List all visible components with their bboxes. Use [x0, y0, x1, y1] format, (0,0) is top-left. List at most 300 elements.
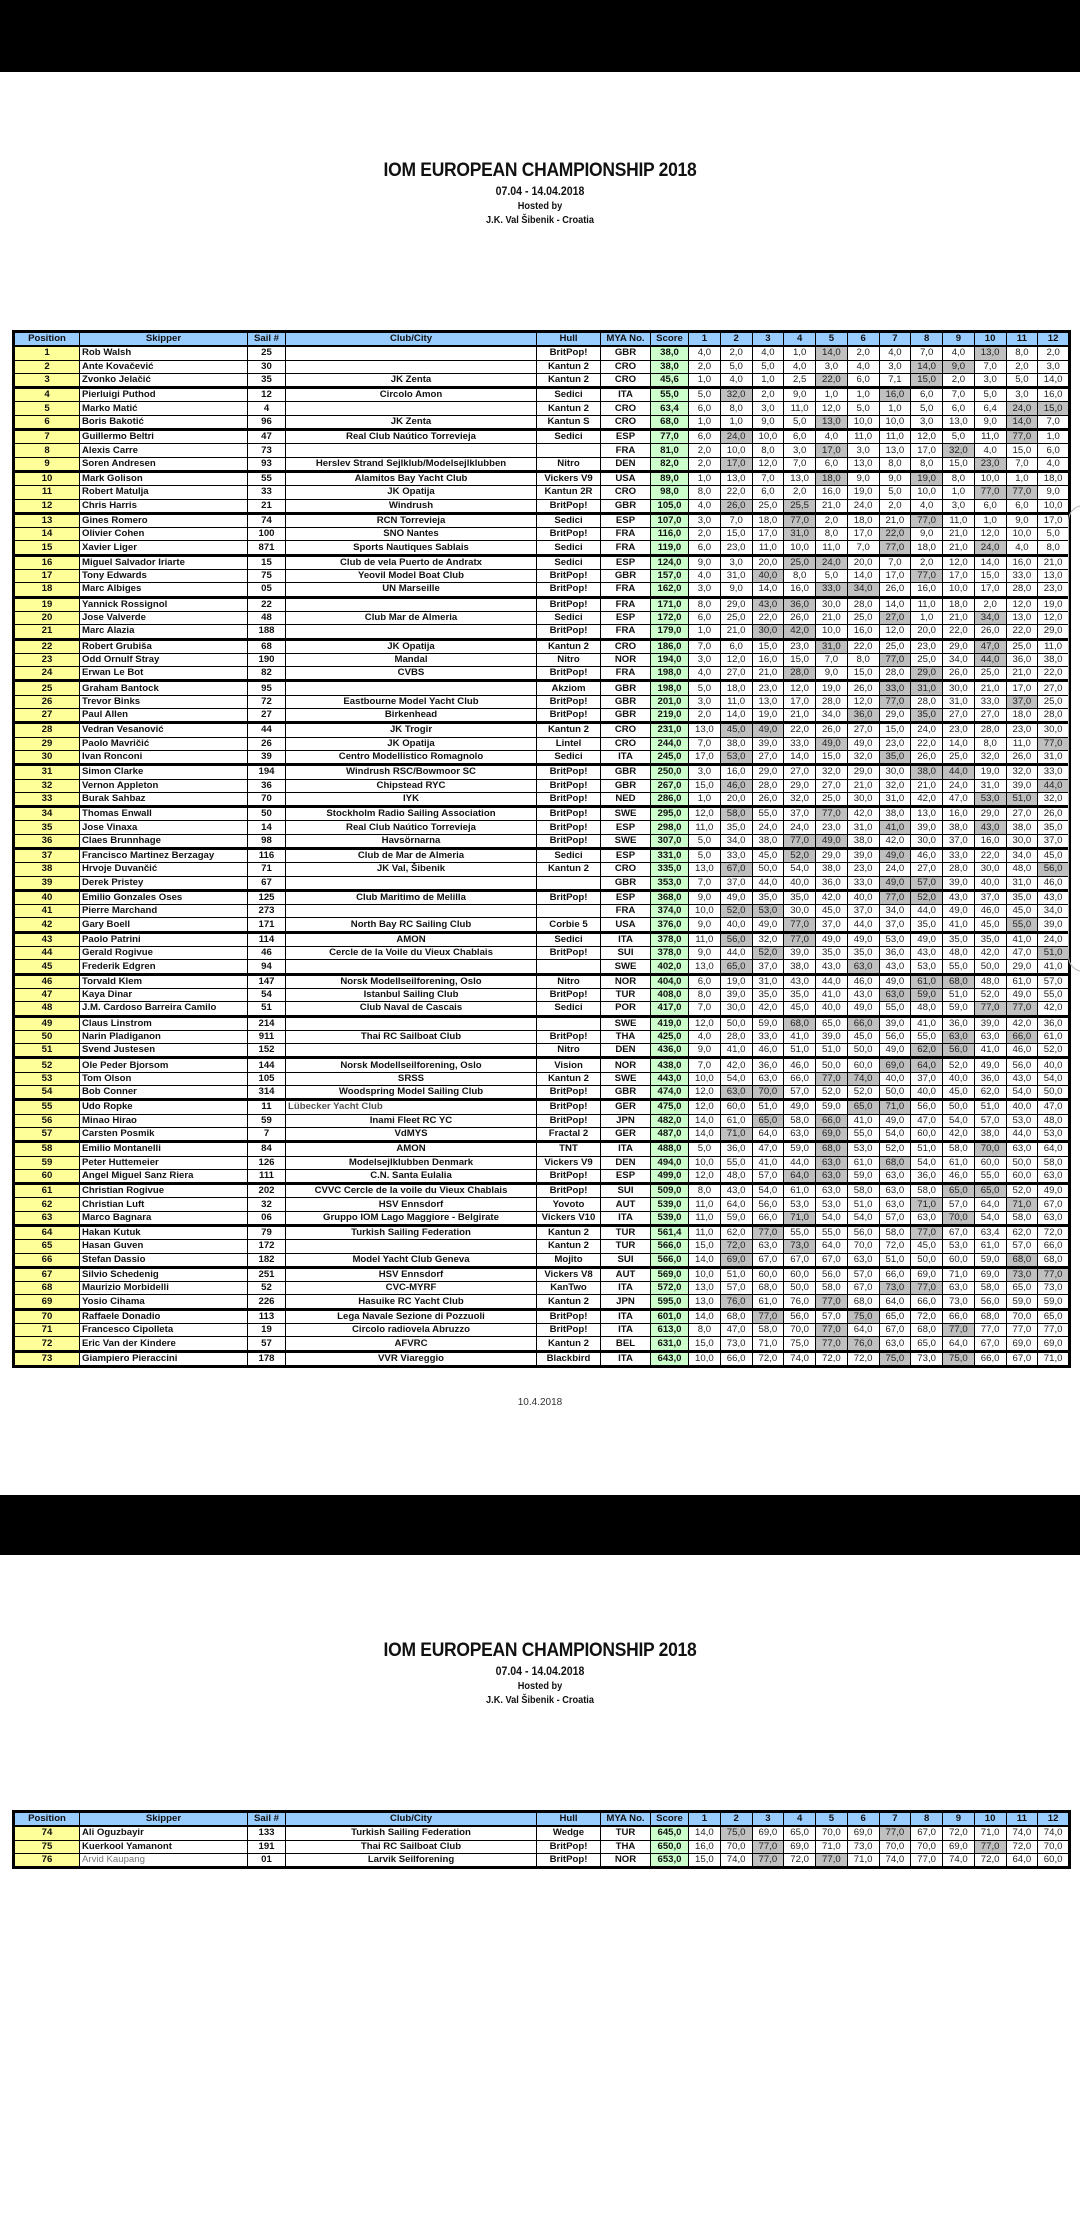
- race-cell: 32,0: [752, 932, 784, 946]
- sail-number-cell: 93: [248, 457, 286, 471]
- score-cell: 488,0: [651, 1142, 689, 1156]
- race-cell: 16,0: [816, 486, 848, 499]
- race-cell: 15,0: [689, 779, 721, 792]
- sail-number-cell: 105: [248, 1072, 286, 1085]
- discarded-race-cell: 68,0: [816, 1142, 848, 1156]
- hull-cell: Kantun 2: [537, 639, 601, 653]
- race-cell: 3,0: [879, 360, 911, 373]
- race-cell: 2,0: [816, 513, 848, 527]
- race-cell: 23,0: [720, 541, 752, 555]
- race-cell: 35,0: [1038, 821, 1070, 834]
- race-cell: 36,0: [943, 1016, 975, 1030]
- race-cell: 65,0: [879, 1309, 911, 1323]
- race-cell: 30,0: [879, 765, 911, 779]
- race-cell: 41,0: [752, 1156, 784, 1169]
- country-cell: SUI: [601, 1253, 651, 1267]
- country-cell: TUR: [601, 1240, 651, 1253]
- discarded-race-cell: 38,0: [911, 765, 943, 779]
- sail-number-cell: 55: [248, 471, 286, 485]
- country-cell: POR: [601, 1002, 651, 1016]
- score-cell: 119,0: [651, 541, 689, 555]
- race-cell: 17,0: [847, 528, 879, 541]
- club-cell: North Bay RC Sailing Club: [286, 918, 537, 932]
- club-cell: Hasuike RC Yacht Club: [286, 1295, 537, 1309]
- race-cell: 65,0: [816, 1016, 848, 1030]
- table-row: [14, 513, 1070, 527]
- club-cell: Windrush: [286, 499, 537, 513]
- country-cell: NOR: [601, 974, 651, 988]
- discarded-race-cell: 51,0: [1038, 947, 1070, 960]
- race-cell: 50,0: [974, 960, 1006, 974]
- skipper-cell: Zvonko Jelačić: [80, 373, 248, 387]
- score-cell: 335,0: [651, 863, 689, 876]
- discarded-race-cell: 77,0: [752, 1853, 784, 1867]
- table-row: [14, 1114, 1070, 1127]
- skipper-cell: Claus Linstrom: [80, 1016, 248, 1030]
- race-cell: 4,0: [689, 570, 721, 583]
- race-cell: 5,0: [752, 360, 784, 373]
- position-cell: 40: [14, 890, 80, 904]
- skipper-cell: Jose Vinaxa: [80, 821, 248, 834]
- sail-number-cell: 75: [248, 570, 286, 583]
- race-cell: 9,0: [1038, 486, 1070, 499]
- race-cell: 38,0: [847, 834, 879, 848]
- discarded-race-cell: 69,0: [879, 1058, 911, 1072]
- race-cell: 19,0: [720, 974, 752, 988]
- country-cell: CRO: [601, 360, 651, 373]
- sail-number-cell: 126: [248, 1156, 286, 1169]
- race-cell: 11,0: [911, 597, 943, 611]
- score-cell: 474,0: [651, 1086, 689, 1100]
- discarded-race-cell: 63,0: [720, 1086, 752, 1100]
- table-row: [14, 1337, 1070, 1351]
- race-cell: 47,0: [752, 1142, 784, 1156]
- skipper-cell: Guillermo Beltri: [80, 430, 248, 444]
- table-row: [14, 709, 1070, 723]
- race-cell: 6,0: [689, 611, 721, 624]
- country-cell: AUT: [601, 1267, 651, 1281]
- race-cell: 64,0: [879, 1295, 911, 1309]
- sail-number-cell: 50: [248, 807, 286, 821]
- race-cell: 22,0: [720, 486, 752, 499]
- discarded-race-cell: 76,0: [847, 1337, 879, 1351]
- table-row: [14, 723, 1070, 737]
- race-cell: 39,0: [784, 947, 816, 960]
- race-cell: 24,0: [879, 863, 911, 876]
- position-cell: 20: [14, 611, 80, 624]
- score-cell: 566,0: [651, 1240, 689, 1253]
- race-cell: 58,0: [974, 1282, 1006, 1295]
- club-cell: Model Yacht Club Geneva: [286, 1253, 537, 1267]
- race-cell: 48,0: [974, 974, 1006, 988]
- race-cell: 36,0: [1038, 1016, 1070, 1030]
- race-cell: 9,0: [911, 528, 943, 541]
- race-cell: 5,0: [816, 570, 848, 583]
- race-cell: 11,0: [689, 821, 721, 834]
- race-cell: 35,0: [720, 821, 752, 834]
- race-cell: 49,0: [752, 918, 784, 932]
- race-cell: 54,0: [879, 1127, 911, 1141]
- race-cell: 15,0: [816, 750, 848, 764]
- race-cell: 17,0: [974, 583, 1006, 597]
- race-cell: 62,0: [720, 1226, 752, 1240]
- race-cell: 58,0: [1038, 1156, 1070, 1169]
- country-cell: ESP: [601, 821, 651, 834]
- sail-number-cell: 314: [248, 1086, 286, 1100]
- table-row: [14, 570, 1070, 583]
- discarded-race-cell: 77,0: [879, 890, 911, 904]
- race-cell: 60,0: [1038, 1853, 1070, 1867]
- race-cell: 54,0: [720, 1072, 752, 1085]
- race-cell: 37,0: [752, 960, 784, 974]
- column-header: 11: [1006, 332, 1038, 347]
- race-cell: 2,0: [943, 373, 975, 387]
- race-cell: 11,0: [974, 430, 1006, 444]
- score-cell: 198,0: [651, 681, 689, 695]
- table-row: [14, 402, 1070, 415]
- country-cell: ESP: [601, 430, 651, 444]
- country-cell: NOR: [601, 1853, 651, 1867]
- race-cell: 56,0: [911, 1100, 943, 1114]
- hull-cell: Sedici: [537, 750, 601, 764]
- column-header: 6: [847, 332, 879, 347]
- country-cell: NOR: [601, 653, 651, 666]
- results-table-2: [12, 1810, 1071, 1869]
- race-cell: 55,0: [943, 960, 975, 974]
- hull-cell: BritPop!: [537, 570, 601, 583]
- race-cell: 16,0: [689, 1840, 721, 1853]
- hull-cell: Vickers V9: [537, 1156, 601, 1169]
- hull-cell: BritPop!: [537, 1030, 601, 1043]
- skipper-cell: Francisco Martinez Berzagay: [80, 848, 248, 862]
- sail-number-cell: 54: [248, 988, 286, 1001]
- column-header: Position: [14, 1812, 80, 1827]
- race-cell: 12,0: [974, 528, 1006, 541]
- country-cell: ITA: [601, 388, 651, 402]
- race-cell: 22,0: [847, 639, 879, 653]
- discarded-race-cell: 32,0: [720, 388, 752, 402]
- race-cell: 49,0: [847, 737, 879, 750]
- table-row: [14, 457, 1070, 471]
- race-cell: 20,0: [847, 555, 879, 569]
- race-cell: 49,0: [879, 1044, 911, 1058]
- score-cell: 601,0: [651, 1309, 689, 1323]
- race-cell: 49,0: [1038, 1184, 1070, 1198]
- score-cell: 643,0: [651, 1351, 689, 1366]
- discarded-race-cell: 77,0: [911, 570, 943, 583]
- race-cell: 64,0: [943, 1337, 975, 1351]
- discarded-race-cell: 75,0: [720, 1826, 752, 1840]
- club-cell: JK Zenta: [286, 415, 537, 429]
- table-row: [14, 346, 1070, 360]
- race-cell: 21,0: [943, 541, 975, 555]
- sail-number-cell: 19: [248, 1324, 286, 1337]
- column-header: 9: [943, 332, 975, 347]
- race-cell: 29,0: [752, 765, 784, 779]
- table-header-row: [14, 332, 1070, 347]
- race-cell: 11,0: [816, 541, 848, 555]
- table-row: [14, 1309, 1070, 1323]
- race-cell: 10,0: [943, 583, 975, 597]
- race-cell: 57,0: [974, 1114, 1006, 1127]
- position-cell: 47: [14, 988, 80, 1001]
- score-cell: 201,0: [651, 695, 689, 708]
- race-cell: 69,0: [1038, 1337, 1070, 1351]
- table-row: [14, 1072, 1070, 1085]
- race-cell: 3,0: [911, 415, 943, 429]
- race-cell: 50,0: [752, 863, 784, 876]
- column-header: 1: [689, 332, 721, 347]
- race-cell: 11,0: [689, 1226, 721, 1240]
- race-cell: 27,0: [911, 863, 943, 876]
- race-cell: 7,0: [974, 360, 1006, 373]
- discarded-race-cell: 73,0: [1006, 1267, 1038, 1281]
- race-cell: 63,0: [816, 1184, 848, 1198]
- race-cell: 58,0: [1006, 1211, 1038, 1225]
- discarded-race-cell: 77,0: [784, 513, 816, 527]
- country-cell: THA: [601, 1840, 651, 1853]
- country-cell: ITA: [601, 1282, 651, 1295]
- discarded-race-cell: 53,0: [720, 750, 752, 764]
- score-cell: 179,0: [651, 625, 689, 639]
- column-header: Club/City: [286, 1812, 537, 1827]
- column-header: Skipper: [80, 332, 248, 347]
- discarded-race-cell: 77,0: [816, 1324, 848, 1337]
- race-cell: 13,0: [689, 1295, 721, 1309]
- race-cell: 6,0: [784, 430, 816, 444]
- hull-cell: Akziom: [537, 681, 601, 695]
- discarded-race-cell: 34,0: [847, 583, 879, 597]
- race-cell: 7,0: [689, 1058, 721, 1072]
- race-cell: 38,0: [879, 807, 911, 821]
- discarded-race-cell: 43,0: [752, 597, 784, 611]
- column-header: Sail #: [248, 332, 286, 347]
- race-cell: 19,0: [847, 486, 879, 499]
- race-cell: 49,0: [879, 974, 911, 988]
- score-cell: 68,0: [651, 415, 689, 429]
- race-cell: 12,0: [689, 1169, 721, 1183]
- race-cell: 21,0: [943, 611, 975, 624]
- race-cell: 31,0: [943, 695, 975, 708]
- table-row: [14, 876, 1070, 890]
- race-cell: 5,0: [689, 848, 721, 862]
- race-cell: 10,0: [847, 415, 879, 429]
- sail-number-cell: 59: [248, 1114, 286, 1127]
- race-cell: 72,0: [816, 1351, 848, 1366]
- sail-number-cell: 67: [248, 876, 286, 890]
- race-cell: 17,0: [784, 695, 816, 708]
- race-cell: 22,0: [784, 723, 816, 737]
- country-cell: FRA: [601, 583, 651, 597]
- score-cell: 368,0: [651, 890, 689, 904]
- race-cell: 23,0: [943, 723, 975, 737]
- race-cell: 7,0: [689, 737, 721, 750]
- discarded-race-cell: 24,0: [974, 541, 1006, 555]
- club-cell: AMON: [286, 1142, 537, 1156]
- discarded-race-cell: 77,0: [974, 486, 1006, 499]
- race-cell: 15,0: [752, 639, 784, 653]
- club-cell: Lübecker Yacht Club: [286, 1100, 537, 1114]
- race-cell: 16,0: [720, 765, 752, 779]
- race-cell: 49,0: [847, 932, 879, 946]
- hull-cell: Vickers V9: [537, 471, 601, 485]
- position-cell: 7: [14, 430, 80, 444]
- race-cell: 8,0: [911, 457, 943, 471]
- score-cell: 250,0: [651, 765, 689, 779]
- race-cell: 24,0: [847, 499, 879, 513]
- discarded-race-cell: 13,0: [816, 415, 848, 429]
- sail-number-cell: 36: [248, 779, 286, 792]
- discarded-race-cell: 42,0: [784, 625, 816, 639]
- race-cell: 59,0: [847, 1169, 879, 1183]
- club-cell: Club de Mar de Almeria: [286, 848, 537, 862]
- race-cell: 36,0: [974, 1072, 1006, 1085]
- race-cell: 31,0: [974, 779, 1006, 792]
- race-cell: 6,0: [974, 499, 1006, 513]
- race-cell: 72,0: [911, 1309, 943, 1323]
- hull-cell: Kantun 2: [537, 360, 601, 373]
- discarded-race-cell: 77,0: [1038, 1267, 1070, 1281]
- skipper-cell: Trevor Binks: [80, 695, 248, 708]
- table-row: [14, 1267, 1070, 1281]
- race-cell: 50,0: [911, 1253, 943, 1267]
- table-row: [14, 583, 1070, 597]
- table-row: [14, 541, 1070, 555]
- sail-number-cell: 911: [248, 1030, 286, 1043]
- score-cell: 650,0: [651, 1840, 689, 1853]
- race-cell: 29,0: [943, 639, 975, 653]
- score-cell: 162,0: [651, 583, 689, 597]
- race-cell: 75,0: [784, 1337, 816, 1351]
- country-cell: ITA: [601, 1351, 651, 1366]
- position-cell: 19: [14, 597, 80, 611]
- race-cell: 14,0: [689, 1826, 721, 1840]
- race-cell: 24,0: [1038, 932, 1070, 946]
- country-cell: JPN: [601, 1295, 651, 1309]
- race-cell: 3,0: [784, 444, 816, 457]
- discarded-race-cell: 77,0: [816, 1853, 848, 1867]
- race-cell: 34,0: [1006, 848, 1038, 862]
- race-cell: 36,0: [720, 1142, 752, 1156]
- race-cell: 47,0: [911, 1114, 943, 1127]
- race-cell: 9,0: [879, 471, 911, 485]
- race-cell: 74,0: [1006, 1826, 1038, 1840]
- race-cell: 38,0: [1006, 821, 1038, 834]
- race-cell: 16,0: [1038, 388, 1070, 402]
- race-cell: 10,0: [1006, 528, 1038, 541]
- skipper-cell: Rob Walsh: [80, 346, 248, 360]
- race-cell: 28,0: [1038, 709, 1070, 723]
- skipper-cell: Frederik Edgren: [80, 960, 248, 974]
- race-cell: 55,0: [720, 1156, 752, 1169]
- position-cell: 67: [14, 1267, 80, 1281]
- race-cell: 63,0: [752, 1072, 784, 1085]
- host-name: J.K. Val Šibenik - Croatia: [486, 215, 594, 226]
- hull-cell: BritPop!: [537, 583, 601, 597]
- discarded-race-cell: 24,0: [1006, 402, 1038, 415]
- club-cell: [286, 346, 537, 360]
- race-cell: 50,0: [816, 1058, 848, 1072]
- country-cell: FRA: [601, 597, 651, 611]
- discarded-race-cell: 77,0: [879, 695, 911, 708]
- race-cell: 68,0: [847, 1295, 879, 1309]
- position-cell: 37: [14, 848, 80, 862]
- country-cell: ESP: [601, 1169, 651, 1183]
- race-cell: 72,0: [784, 1853, 816, 1867]
- country-cell: ITA: [601, 750, 651, 764]
- race-cell: 39,0: [879, 1016, 911, 1030]
- position-cell: 44: [14, 947, 80, 960]
- hull-cell: BritPop!: [537, 834, 601, 848]
- club-cell: Club Naval de Cascais: [286, 1002, 537, 1016]
- hull-cell: BritPop!: [537, 1853, 601, 1867]
- discarded-race-cell: 24,0: [720, 430, 752, 444]
- position-cell: 58: [14, 1142, 80, 1156]
- hull-cell: Kantun S: [537, 415, 601, 429]
- club-cell: VVR Viareggio: [286, 1351, 537, 1366]
- race-cell: 2,0: [911, 555, 943, 569]
- race-cell: 47,0: [1038, 1100, 1070, 1114]
- discarded-race-cell: 14,0: [911, 360, 943, 373]
- race-cell: 42,0: [974, 947, 1006, 960]
- score-cell: 631,0: [651, 1337, 689, 1351]
- race-cell: 57,0: [1006, 1240, 1038, 1253]
- race-cell: 36,0: [911, 1169, 943, 1183]
- race-cell: 41,0: [943, 918, 975, 932]
- race-cell: 2,0: [879, 499, 911, 513]
- race-cell: 21,0: [720, 625, 752, 639]
- race-cell: 73,0: [720, 1337, 752, 1351]
- hull-cell: Vickers V8: [537, 1267, 601, 1281]
- table-row: [14, 1100, 1070, 1114]
- country-cell: ITA: [601, 932, 651, 946]
- discarded-race-cell: 65,0: [720, 960, 752, 974]
- hull-cell: Sedici: [537, 611, 601, 624]
- race-cell: 39,0: [974, 1016, 1006, 1030]
- race-cell: 52,0: [816, 1086, 848, 1100]
- race-cell: 7,0: [689, 639, 721, 653]
- race-cell: 65,0: [1006, 1282, 1038, 1295]
- race-cell: 51,0: [911, 1142, 943, 1156]
- position-cell: 49: [14, 1016, 80, 1030]
- race-cell: 21,0: [879, 513, 911, 527]
- race-cell: 3,0: [689, 653, 721, 666]
- table-row: [14, 1184, 1070, 1198]
- table-row: [14, 528, 1070, 541]
- race-cell: 61,0: [784, 1184, 816, 1198]
- table-row: [14, 792, 1070, 806]
- race-cell: 51,0: [879, 1253, 911, 1267]
- discarded-race-cell: 52,0: [720, 905, 752, 918]
- race-cell: 66,0: [911, 1295, 943, 1309]
- race-cell: 77,0: [911, 1853, 943, 1867]
- race-cell: 3,0: [689, 513, 721, 527]
- race-cell: 9,0: [974, 415, 1006, 429]
- race-cell: 1,0: [943, 486, 975, 499]
- club-cell: SNO Nantes: [286, 528, 537, 541]
- race-cell: 60,0: [943, 1253, 975, 1267]
- race-cell: 63,0: [911, 1211, 943, 1225]
- race-cell: 23,0: [911, 639, 943, 653]
- race-cell: 39,0: [816, 1030, 848, 1043]
- race-cell: 71,0: [1038, 1351, 1070, 1366]
- race-cell: 72,0: [879, 1240, 911, 1253]
- position-cell: 24: [14, 667, 80, 681]
- table-row: [14, 1351, 1070, 1366]
- country-cell: NED: [601, 792, 651, 806]
- race-cell: 38,0: [943, 821, 975, 834]
- race-cell: 26,0: [1038, 807, 1070, 821]
